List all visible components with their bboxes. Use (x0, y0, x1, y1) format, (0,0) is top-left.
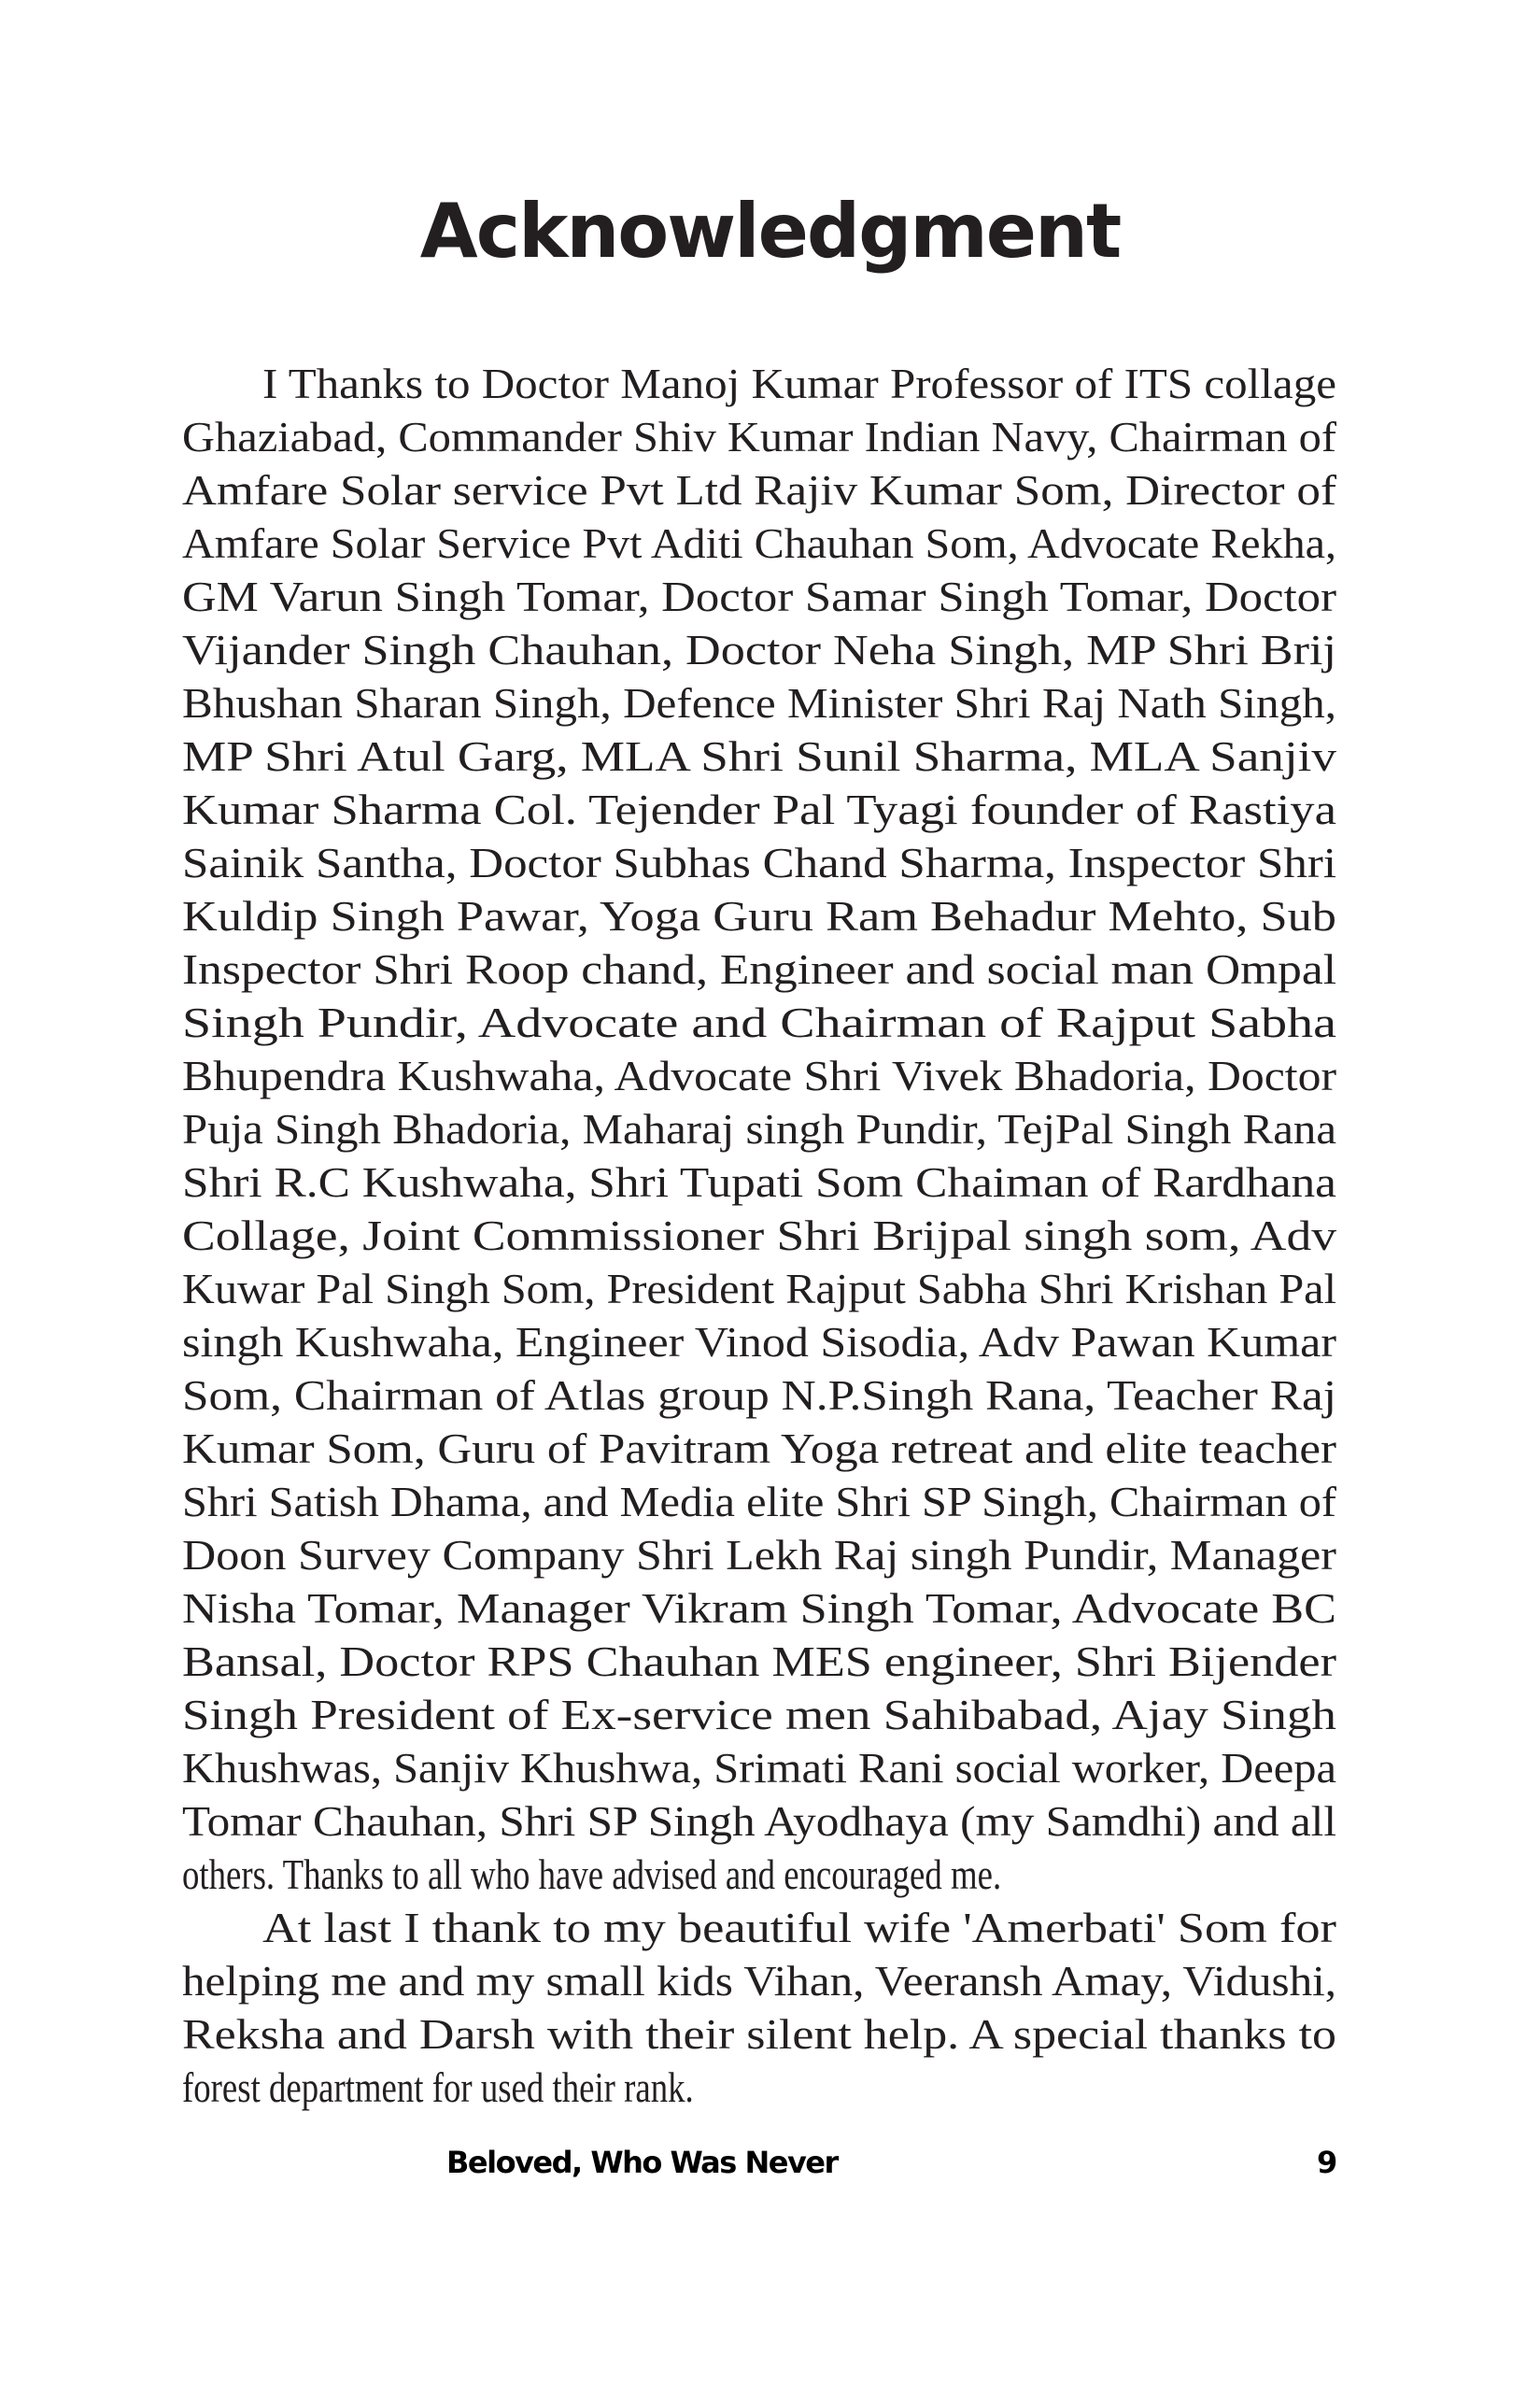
text-line: Collage, Joint Commissioner Shri Brijpal singh som, Adv (182, 1212, 1336, 1259)
text-line: Ghaziabad, Commander Shiv Kumar Indian Navy, Chairman of (182, 413, 1336, 461)
text-line: Vijander Singh Chauhan, Doctor Neha Singh, MP Shri Brij (182, 626, 1336, 673)
text-line: MP Shri Atul Garg, MLA Shri Sunil Sharma, MLA Sanjiv (182, 732, 1336, 780)
page-number: 9 (1317, 2145, 1338, 2180)
text-line: Inspector Shri Roop chand, Engineer and social man Ompal (182, 945, 1336, 993)
text-line: Shri R.C Kushwaha, Shri Tupati Som Chaiman of Rardhana (182, 1158, 1336, 1206)
text-line: Kuldip Singh Pawar, Yoga Guru Ram Behadur Mehto, Sub (182, 892, 1336, 940)
text-line: Som, Chairman of Atlas group N.P.Singh Rana, Teacher Raj (182, 1371, 1336, 1419)
text-line: Singh Pundir, Advocate and Chairman of Rajput Sabha (182, 999, 1336, 1046)
text-line: Shri Satish Dhama, and Media elite Shri SP Singh, Chairman of (182, 1478, 1336, 1525)
text-line: Kumar Som, Guru of Pavitram Yoga retreat and elite teacher (182, 1424, 1336, 1472)
text-line: Doon Survey Company Shri Lekh Raj singh Pundir, Manager (182, 1531, 1336, 1579)
text-line: Bansal, Doctor RPS Chauhan MES engineer, Shri Bijender (182, 1637, 1336, 1685)
paragraph-2 (182, 1901, 1336, 2114)
text-line: Tomar Chauhan, Shri SP Singh Ayodhaya (my Samdhi) and all (182, 1797, 1336, 1845)
running-footer-book-title: Beloved, Who Was Never (446, 2145, 838, 2180)
text-line: others. Thanks to all who have advised and encouraged me. (182, 1850, 1002, 1898)
text-line: At last I thank to my beautiful wife 'Amerbati' Som for (262, 1904, 1336, 1951)
text-line: GM Varun Singh Tomar, Doctor Samar Singh Tomar, Doctor (182, 573, 1336, 620)
paragraph-1 (182, 357, 1336, 1901)
page-title: Acknowledgment (419, 188, 1121, 275)
page-footer (0, 2145, 1540, 2191)
text-line: Nisha Tomar, Manager Vikram Singh Tomar, Advocate BC (182, 1584, 1336, 1632)
text-line: Kuwar Pal Singh Som, President Rajput Sabha Shri Krishan Pal (182, 1265, 1336, 1312)
text-line: helping me and my small kids Vihan, Veeransh Amay, Vidushi, (182, 1957, 1336, 2005)
text-line: Amfare Solar Service Pvt Aditi Chauhan Som, Advocate Rekha, (182, 519, 1336, 567)
text-line: forest department for used their rank. (182, 2063, 694, 2111)
text-line: Sainik Santha, Doctor Subhas Chand Sharma, Inspector Shri (182, 839, 1336, 886)
text-line: Bhupendra Kushwaha, Advocate Shri Vivek Bhadoria, Doctor (182, 1052, 1336, 1099)
text-line: Singh President of Ex-service men Sahibabad, Ajay Singh (182, 1691, 1336, 1738)
text-line: Reksha and Darsh with their silent help. A special thanks to (182, 2010, 1336, 2058)
text-line: singh Kushwaha, Engineer Vinod Sisodia, Adv Pawan Kumar (182, 1318, 1336, 1366)
text-line: Kumar Sharma Col. Tejender Pal Tyagi founder of Rastiya (182, 786, 1336, 833)
text-line: Khushwas, Sanjiv Khushwa, Srimati Rani social worker, Deepa (182, 1744, 1336, 1792)
text-line: Puja Singh Bhadoria, Maharaj singh Pundir, TejPal Singh Rana (182, 1105, 1336, 1153)
text-line: I Thanks to Doctor Manoj Kumar Professor of ITS collage (262, 360, 1336, 407)
text-line: Amfare Solar service Pvt Ltd Rajiv Kumar Som, Director of (182, 466, 1336, 514)
text-line: Bhushan Sharan Singh, Defence Minister Shri Raj Nath Singh, (182, 679, 1336, 727)
acknowledgment-body (182, 357, 1336, 2114)
